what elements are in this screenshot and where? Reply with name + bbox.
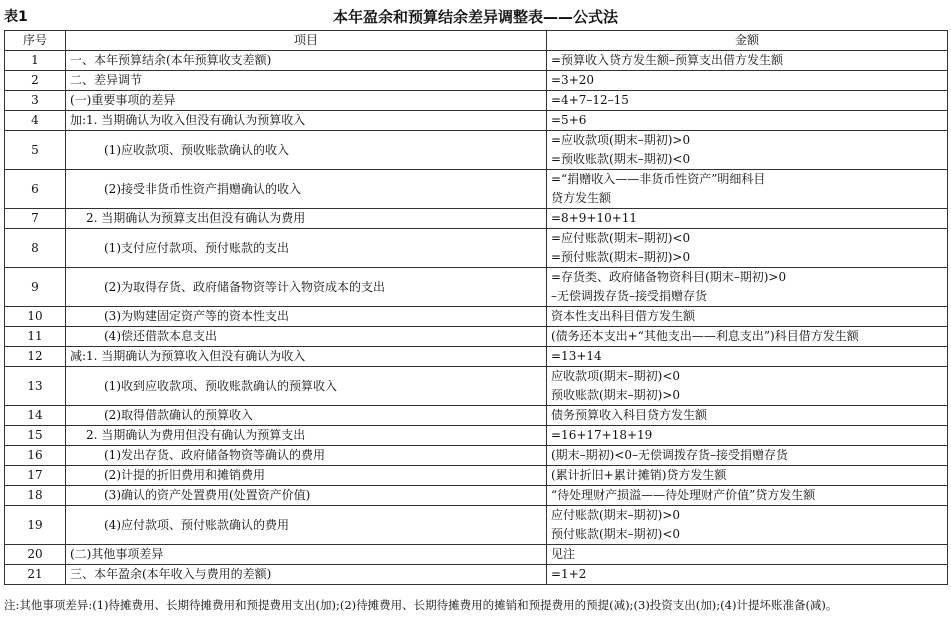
row-amount [547, 170, 948, 209]
row-amount [547, 367, 948, 406]
row-number: 18 [5, 486, 66, 506]
amount-line: (期末–期初)<0–无偿调拨存货–接受捐赠存货 [551, 448, 789, 462]
row-number: 21 [5, 565, 66, 585]
row-number: 16 [5, 446, 66, 466]
row-number: 17 [5, 466, 66, 486]
row-number: 5 [5, 131, 66, 170]
amount-line: 预付账款(期末–期初)<0 [551, 527, 681, 541]
row-item: 一、本年预算结余(本年预算收支差额) [66, 51, 547, 71]
row-amount [547, 506, 948, 545]
amount-line: =应收款项(期末–期初)>0 [551, 133, 691, 147]
amount-line: =存货类、政府储备物资科目(期末–期初)>0 [551, 270, 787, 284]
amount-line: =5+6 [551, 113, 587, 127]
row-amount [547, 111, 948, 131]
row-amount [547, 51, 948, 71]
row-number: 19 [5, 506, 66, 545]
row-item: 加:1. 当期确认为收入但没有确认为预算收入 [66, 111, 547, 131]
row-number: 4 [5, 111, 66, 131]
row-item: (一)重要事项的差异 [66, 91, 547, 111]
amount-line: =应付账款(期末–期初)<0 [551, 231, 691, 245]
amount-line: 应付账款(期末–期初)>0 [551, 508, 681, 522]
amount-line: =“捐赠收入——非货币性资产”明细科目 [551, 172, 766, 186]
row-amount [547, 486, 948, 506]
amount-line: 见注 [551, 547, 576, 561]
row-amount [547, 71, 948, 91]
table-row [5, 406, 948, 426]
row-item: (二)其他事项差异 [66, 545, 547, 565]
table-row [5, 268, 948, 307]
amount-line: =预收账款(期末–期初)<0 [551, 152, 691, 166]
row-item: (1)发出存货、政府储备物资等确认的费用 [66, 446, 547, 466]
row-number: 14 [5, 406, 66, 426]
table-row [5, 111, 948, 131]
table-body [5, 51, 948, 585]
row-item: (3)为购建固定资产等的资本性支出 [66, 307, 547, 327]
row-number: 13 [5, 367, 66, 406]
row-item: (2)为取得存货、政府储备物资等计入物资成本的支出 [66, 268, 547, 307]
amount-line: (累计折旧+累计摊销)贷方发生额 [551, 468, 727, 482]
row-item: 三、本年盈余(本年收入与费用的差额) [66, 565, 547, 585]
row-number: 10 [5, 307, 66, 327]
row-item: (1)应收款项、预收账款确认的收入 [66, 131, 547, 170]
table-row [5, 446, 948, 466]
row-item: 减:1. 当期确认为预算收入但没有确认为收入 [66, 347, 547, 367]
table-caption [0, 4, 951, 26]
header-item: 项目 [66, 31, 547, 51]
row-amount [547, 229, 948, 268]
row-number: 9 [5, 268, 66, 307]
amount-line: 贷方发生额 [551, 191, 612, 205]
row-item: (2)取得借款确认的预算收入 [66, 406, 547, 426]
row-item: (2)接受非货币性资产捐赠确认的收入 [66, 170, 547, 209]
row-amount [547, 209, 948, 229]
table-row [5, 367, 948, 406]
row-amount [547, 406, 948, 426]
row-number: 3 [5, 91, 66, 111]
amount-line: =16+17+18+19 [551, 428, 653, 442]
row-item: 2. 当期确认为费用但没有确认为预算支出 [66, 426, 547, 446]
amount-line: –无偿调拨存货–接受捐赠存货 [551, 289, 708, 303]
row-number: 11 [5, 327, 66, 347]
table-row [5, 307, 948, 327]
amount-line: 资本性支出科目借方发生额 [551, 309, 696, 323]
header-no: 序号 [5, 31, 66, 51]
row-amount [547, 327, 948, 347]
table-row [5, 347, 948, 367]
row-amount [547, 446, 948, 466]
row-item: (1)支付应付款项、预付账款的支出 [66, 229, 547, 268]
table-row [5, 170, 948, 209]
table-row [5, 466, 948, 486]
row-number: 6 [5, 170, 66, 209]
table-row [5, 506, 948, 545]
amount-line: 预收账款(期末–期初)>0 [551, 388, 681, 402]
row-number: 12 [5, 347, 66, 367]
table-row [5, 51, 948, 71]
amount-line: “待处理财产损溢——待处理财产价值”贷方发生额 [551, 488, 816, 502]
table-row [5, 327, 948, 347]
amount-line: =预付账款(期末–期初)>0 [551, 250, 691, 264]
table-title: 本年盈余和预算结余差异调整表——公式法 [332, 8, 618, 26]
row-amount [547, 91, 948, 111]
footnote: 注:其他事项差异:(1)待摊费用、长期待摊费用和预提费用支出(加);(2)待摊费用、长期待摊费用的摊销和预提费用的预提(减);(3)投资支出(加);(4)计提坏账准备(减)。 [4, 598, 838, 612]
row-item: (4)应付款项、预付账款确认的费用 [66, 506, 547, 545]
table-row [5, 426, 948, 446]
row-item: 二、差异调节 [66, 71, 547, 91]
table-row [5, 545, 948, 565]
reconciliation-table [4, 30, 948, 585]
row-amount [547, 426, 948, 446]
table-number: 表1 [4, 9, 28, 25]
table-row [5, 229, 948, 268]
table-row [5, 565, 948, 585]
amount-line: =预算收入贷方发生额–预算支出借方发生额 [551, 53, 784, 67]
amount-line: =3+20 [551, 73, 595, 87]
amount-line: =1+2 [551, 567, 587, 581]
amount-line: =13+14 [551, 349, 602, 363]
amount-line: =8+9+10+11 [551, 211, 638, 225]
row-number: 7 [5, 209, 66, 229]
row-amount [547, 131, 948, 170]
header-row [5, 31, 948, 51]
table-row [5, 71, 948, 91]
row-number: 1 [5, 51, 66, 71]
row-amount [547, 268, 948, 307]
amount-line: 应收款项(期末–期初)<0 [551, 369, 681, 383]
table-row [5, 91, 948, 111]
amount-line: (债务还本支出+“其他支出——利息支出”)科目借方发生额 [551, 329, 859, 343]
table-row [5, 131, 948, 170]
row-amount [547, 545, 948, 565]
row-item: (2)计提的折旧费用和摊销费用 [66, 466, 547, 486]
row-item: (3)确认的资产处置费用(处置资产价值) [66, 486, 547, 506]
table-row [5, 209, 948, 229]
row-number: 20 [5, 545, 66, 565]
row-amount [547, 347, 948, 367]
row-number: 2 [5, 71, 66, 91]
row-item: (1)收到应收款项、预收账款确认的预算收入 [66, 367, 547, 406]
table-row [5, 486, 948, 506]
row-amount [547, 307, 948, 327]
row-number: 8 [5, 229, 66, 268]
row-item: (4)偿还借款本息支出 [66, 327, 547, 347]
row-amount [547, 466, 948, 486]
header-amount: 金额 [547, 31, 948, 51]
row-item: 2. 当期确认为预算支出但没有确认为费用 [66, 209, 547, 229]
amount-line: 债务预算收入科目贷方发生额 [551, 408, 708, 422]
row-number: 15 [5, 426, 66, 446]
amount-line: =4+7–12–15 [551, 93, 629, 107]
row-amount [547, 565, 948, 585]
